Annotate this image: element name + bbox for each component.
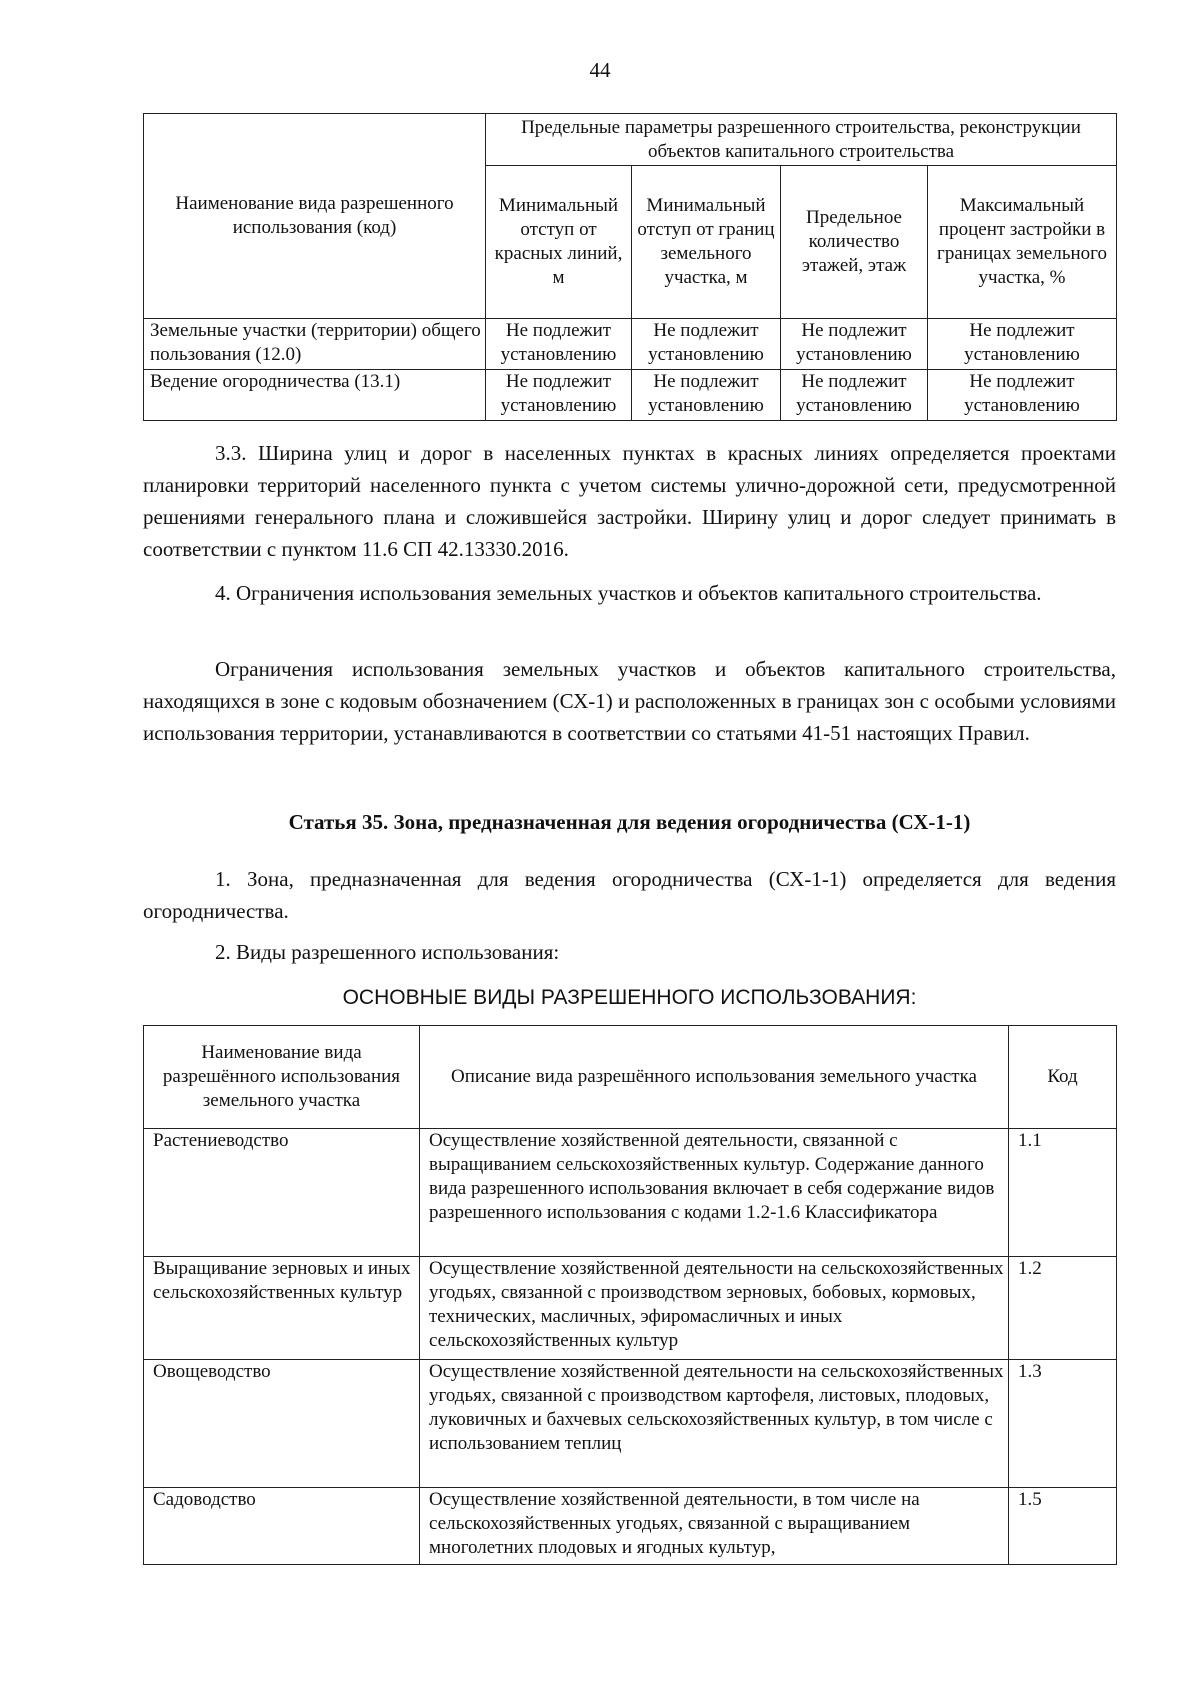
permitted-uses-table xyxy=(143,1025,1117,1565)
use-name: Овощеводство xyxy=(144,1360,420,1488)
table-row xyxy=(144,1360,1117,1488)
params-col-coverage: Максимальный процент застройки в границах земельного участка, % xyxy=(928,166,1117,319)
use-code: 1.3 xyxy=(1009,1360,1117,1488)
use-name: Выращивание зерновых и иных сельскохозяйственных культур xyxy=(144,1257,420,1360)
paragraph-article-2: 2. Виды разрешенного использования: xyxy=(215,940,560,964)
params-col-red-lines: Минимальный отступ от красных линий, м xyxy=(486,166,632,319)
paragraph-3-3: 3.3. Ширина улиц и дорог в населенных пунктах в красных линиях определяется проектами планировки территорий населенного пункта с учетом системы улично-дорожной сети, предусмотренной решениями генерального плана и сложившейся застройки. Ширину улиц и дорог следует принимать в соответствии с пунктом 11.6 СП 42.13330.2016. xyxy=(143,441,1116,561)
use-description: Осуществление хозяйственной деятельности, связанной с выращиванием сельскохозяйственных культур. Содержание данного вида разрешенного использования включает в себя содержание видов разрешенного использования с кодами 1.2-1.6 Классификатора xyxy=(420,1129,1009,1257)
params-cell: Не подлежит установлению xyxy=(928,319,1117,370)
params-row-name: Ведение огородничества (13.1) xyxy=(144,370,486,421)
use-name: Садоводство xyxy=(144,1488,420,1565)
uses-header-description: Описание вида разрешённого использования земельного участка xyxy=(420,1026,1009,1129)
uses-header-name: Наименование вида разрешённого использования земельного участка xyxy=(144,1026,420,1129)
table-row xyxy=(144,1129,1117,1257)
params-cell: Не подлежит установлению xyxy=(632,370,781,421)
use-description: Осуществление хозяйственной деятельности на сельскохозяйственных угодьях, связанной с производством картофеля, листовых, плодовых, луковичных и бахчевых сельскохозяйственных культур, в том числе с использованием теплиц xyxy=(420,1360,1009,1488)
params-col-boundaries: Минимальный отступ от границ земельного участка, м xyxy=(632,166,781,319)
params-cell: Не подлежит установлению xyxy=(486,319,632,370)
parameters-table xyxy=(143,113,1117,421)
params-col-floors: Предельное количество этажей, этаж xyxy=(781,166,928,319)
paragraph-4-restrictions: Ограничения использования земельных участков и объектов капитального строительства, находящихся в зоне с кодовым обозначением (СХ-1) и расположенных в границах зон с особыми условиями использования территории, устанавливаются в соответствии со статьями 41-51 настоящих Правил. xyxy=(143,657,1116,745)
article-title: Статья 35. Зона, предназначенная для ведения огородничества (СХ-1-1) xyxy=(288,810,971,834)
uses-table-caption: ОСНОВНЫЕ ВИДЫ РАЗРЕШЕННОГО ИСПОЛЬЗОВАНИЯ: xyxy=(342,986,917,1009)
params-cell: Не подлежит установлению xyxy=(486,370,632,421)
params-cell: Не подлежит установлению xyxy=(781,319,928,370)
paragraph-4: 4. Ограничения использования земельных участков и объектов капитального строительства. xyxy=(215,581,1042,605)
use-code: 1.2 xyxy=(1009,1257,1117,1360)
use-description: Осуществление хозяйственной деятельности, в том числе на сельскохозяйственных угодьях, связанной с выращиванием многолетних плодовых и ягодных культур, xyxy=(420,1488,1009,1565)
params-header-group: Предельные параметры разрешенного строительства, реконструкции объектов капитального строительства xyxy=(486,114,1117,166)
paragraph-article-1: 1. Зона, предназначенная для ведения огородничества (СХ-1-1) определяется для ведения огородничества. xyxy=(143,867,1116,923)
uses-header-code: Код xyxy=(1009,1026,1117,1129)
table-row xyxy=(144,1257,1117,1360)
params-cell: Не подлежит установлению xyxy=(781,370,928,421)
params-cell: Не подлежит установлению xyxy=(632,319,781,370)
table-row xyxy=(144,370,1117,421)
params-row-name: Земельные участки (территории) общего пользования (12.0) xyxy=(144,319,486,370)
params-header-name: Наименование вида разрешенного использования (код) xyxy=(144,114,486,319)
use-description: Осуществление хозяйственной деятельности на сельскохозяйственных угодьях, связанной с производством зерновых, бобовых, кормовых, технических, масличных, эфиромасличных и иных сельскохозяйственных культур xyxy=(420,1257,1009,1360)
use-name: Растениеводство xyxy=(144,1129,420,1257)
params-cell: Не подлежит установлению xyxy=(928,370,1117,421)
page-number: 44 xyxy=(589,58,611,82)
use-code: 1.5 xyxy=(1009,1488,1117,1565)
use-code: 1.1 xyxy=(1009,1129,1117,1257)
table-row xyxy=(144,319,1117,370)
table-row xyxy=(144,1488,1117,1565)
